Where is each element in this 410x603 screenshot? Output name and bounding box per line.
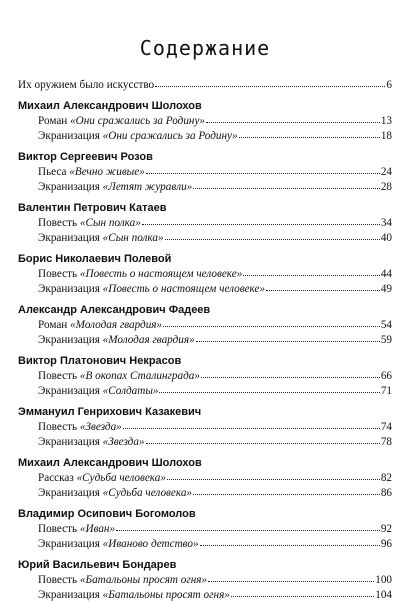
work-kind: Экранизация (38, 487, 100, 499)
author-heading: Виктор Платонович Некрасов (18, 355, 182, 367)
toc-entry-row[interactable] (18, 573, 392, 588)
toc-entry-label (38, 216, 141, 231)
toc-page-number: 34 (380, 217, 392, 229)
work-kind: Повесть (38, 370, 78, 382)
dot-leader (266, 289, 380, 291)
work-kind: Экранизация (38, 589, 100, 601)
toc-page-number: 66 (380, 370, 392, 382)
dot-leader (193, 187, 380, 189)
toc-page-number: 6 (386, 79, 392, 91)
toc-entry-row[interactable] (18, 588, 392, 603)
toc-page-number: 71 (380, 385, 392, 397)
work-kind: Пьеса (38, 166, 67, 178)
toc-entry-row[interactable] (18, 486, 392, 501)
dot-leader (206, 121, 380, 123)
work-title: «В окопах Сталинграда» (79, 370, 200, 382)
work-kind: Повесть (38, 421, 78, 433)
dot-leader (116, 529, 380, 531)
author-heading: Александр Александрович Фадеев (18, 304, 211, 316)
toc-section (18, 150, 392, 195)
toc-section (18, 354, 392, 399)
work-kind: Экранизация (38, 181, 100, 193)
toc-entry-label (38, 588, 230, 603)
work-kind: Повесть (38, 217, 78, 229)
work-title: «Звезда» (102, 436, 145, 448)
work-kind: Экранизация (38, 232, 100, 244)
toc-page-number: 24 (380, 166, 392, 178)
work-kind: Экранизация (38, 334, 100, 346)
toc-entry-label (38, 114, 205, 129)
dot-leader (208, 580, 374, 582)
author-heading: Борис Николаевич Полевой (18, 253, 172, 265)
toc-entry-label (38, 471, 166, 486)
author-heading: Юрий Васильевич Бондарев (18, 559, 177, 571)
toc-entry-row[interactable] (18, 282, 392, 297)
author-heading: Михаил Александрович Шолохов (18, 457, 202, 469)
toc-section (18, 99, 392, 144)
toc-intro-label: Их оружием было искусство (18, 79, 155, 91)
toc-entry-label (38, 420, 122, 435)
author-heading: Валентин Петрович Катаев (18, 202, 167, 214)
toc-page-number: 104 (375, 589, 392, 601)
toc-page-number: 44 (380, 268, 392, 280)
toc-page-number: 78 (380, 436, 392, 448)
toc-entry-row[interactable] (18, 471, 392, 486)
work-title: «Судьба человека» (102, 487, 193, 499)
author-heading: Виктор Сергеевич Розов (18, 151, 153, 163)
toc-section (18, 558, 392, 603)
table-of-contents (18, 78, 392, 603)
work-kind: Экранизация (38, 436, 100, 448)
toc-entry-row[interactable] (18, 420, 392, 435)
toc-section (18, 252, 392, 297)
work-title: «Сын полка» (79, 217, 141, 229)
dot-leader (201, 376, 380, 378)
toc-entry-label (38, 165, 145, 180)
toc-page-number: 49 (380, 283, 392, 295)
toc-sections (18, 99, 392, 603)
work-kind: Повесть (38, 268, 78, 280)
work-kind: Экранизация (38, 385, 100, 397)
dot-leader (231, 595, 374, 597)
dot-leader (123, 427, 380, 429)
toc-page-number: 92 (380, 523, 392, 535)
toc-entry-row[interactable] (18, 369, 392, 384)
toc-entry-label (38, 522, 115, 537)
dot-leader (196, 340, 380, 342)
work-kind: Роман (38, 115, 68, 127)
author-heading: Эммануил Генрихович Казакевич (18, 406, 202, 418)
toc-page-number: 96 (380, 538, 392, 550)
work-title: «Звезда» (79, 421, 122, 433)
toc-entry-label (38, 282, 265, 297)
work-title: «Повесть о настоящем человеке» (79, 268, 243, 280)
toc-section (18, 201, 392, 246)
work-title: «Солдаты» (102, 385, 159, 397)
toc-page-number: 18 (380, 130, 392, 142)
work-kind: Экранизация (38, 538, 100, 550)
toc-entry-row[interactable] (18, 522, 392, 537)
toc-entry-label (38, 486, 192, 501)
toc-page-number: 13 (380, 115, 392, 127)
work-title: «Молодая гвардия» (70, 319, 163, 331)
toc-page-number: 86 (380, 487, 392, 499)
work-title: «Сын полка» (102, 232, 164, 244)
toc-entry-label (38, 537, 199, 552)
toc-entry-row[interactable] (18, 114, 392, 129)
dot-leader (243, 274, 380, 276)
author-heading: Владимир Осипович Богомолов (18, 508, 196, 520)
work-kind: Повесть (38, 574, 78, 586)
toc-entry-row[interactable] (18, 267, 392, 282)
dot-leader (142, 223, 380, 225)
toc-page-number: 82 (380, 472, 392, 484)
work-title: «Иваново детство» (102, 538, 199, 550)
toc-entry-label (38, 384, 158, 399)
toc-entry-row[interactable] (18, 318, 392, 333)
dot-leader (165, 238, 380, 240)
toc-page-number: 28 (380, 181, 392, 193)
work-title: «Иван» (79, 523, 116, 535)
work-title: «Повесть о настоящем человеке» (102, 283, 266, 295)
toc-page-number: 74 (380, 421, 392, 433)
toc-page-number: 59 (380, 334, 392, 346)
toc-entry-row[interactable] (18, 180, 392, 195)
toc-section (18, 456, 392, 501)
toc-entry-row[interactable] (18, 333, 392, 348)
toc-section (18, 303, 392, 348)
dot-leader (146, 442, 380, 444)
toc-entry-label (38, 231, 164, 246)
toc-entry-row[interactable] (18, 165, 392, 180)
dot-leader (155, 85, 385, 87)
toc-entry-row[interactable] (18, 435, 392, 450)
work-title: «Батальоны просят огня» (102, 589, 230, 601)
work-title: «Летят журавли» (102, 181, 193, 193)
work-title: «Они сражались за Родину» (70, 115, 206, 127)
dot-leader (167, 478, 380, 480)
dot-leader (200, 544, 380, 546)
toc-entry-row[interactable] (18, 231, 392, 246)
toc-section (18, 405, 392, 450)
toc-entry-label (38, 435, 145, 450)
dot-leader (163, 325, 380, 327)
work-title: «Вечно живые» (69, 166, 145, 178)
toc-entry-label (38, 573, 207, 588)
toc-entry-label (38, 129, 238, 144)
toc-entry-label (38, 267, 242, 282)
toc-entry-label (38, 369, 200, 384)
work-kind: Роман (38, 319, 68, 331)
page-title: Содержание (139, 36, 271, 60)
work-title: «Они сражались за Родину» (102, 130, 238, 142)
work-title: «Молодая гвардия» (102, 334, 195, 346)
toc-entry-label (38, 333, 195, 348)
work-kind: Повесть (38, 523, 78, 535)
work-title: «Батальоны просят огня» (79, 574, 208, 586)
author-heading: Михаил Александрович Шолохов (18, 100, 202, 112)
toc-entry-row[interactable] (18, 216, 392, 231)
toc-entry-label (38, 318, 162, 333)
work-kind: Экранизация (38, 283, 100, 295)
dot-leader (239, 136, 380, 138)
toc-page-number: 54 (380, 319, 392, 331)
work-kind: Рассказ (38, 472, 74, 484)
toc-page-number: 100 (375, 574, 392, 586)
toc-intro-row[interactable] (18, 78, 392, 93)
dot-leader (146, 172, 380, 174)
work-title: «Судьба человека» (76, 472, 166, 484)
work-kind: Экранизация (38, 130, 100, 142)
dot-leader (159, 391, 379, 393)
toc-section (18, 507, 392, 552)
dot-leader (193, 493, 380, 495)
toc-entry-row[interactable] (18, 129, 392, 144)
toc-entry-label (38, 180, 192, 195)
toc-entry-row[interactable] (18, 384, 392, 399)
toc-page-number: 40 (380, 232, 392, 244)
toc-entry-row[interactable] (18, 537, 392, 552)
